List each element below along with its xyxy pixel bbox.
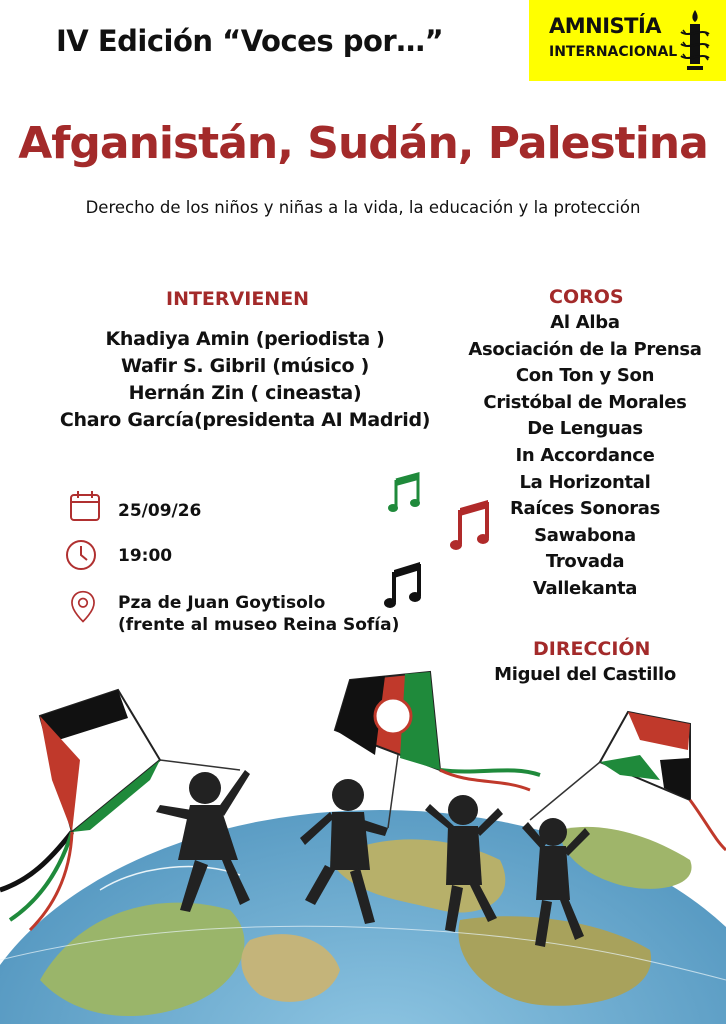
edition-title: IV Edición “Voces por…”: [56, 24, 444, 58]
calendar-icon: [68, 489, 102, 523]
headline: Afganistán, Sudán, Palestina: [18, 118, 708, 169]
candle-barbed-wire-icon: [677, 8, 713, 74]
choir-item: Al Alba: [550, 312, 620, 333]
palestine-kite-right: [600, 712, 726, 850]
choir-item: Sawabona: [534, 524, 636, 546]
location-pin-icon: [66, 590, 100, 624]
subtitle: Derecho de los niños y niñas a la vida, la educación y la protección: [85, 198, 641, 217]
logo-line1: AMNISTÍA: [549, 14, 662, 38]
choir-item: De Lenguas: [527, 418, 643, 440]
director-name: Miguel del Castillo: [494, 664, 676, 685]
choirs-title: COROS: [549, 286, 624, 308]
event-place-line2: (frente al museo Reina Sofía): [118, 615, 400, 635]
choir-item: Trovada: [545, 551, 625, 573]
choir-item: Vallekanta: [532, 577, 638, 599]
music-note-green-icon: [388, 472, 422, 514]
choir-item: In Accordance: [515, 444, 655, 466]
choir-item: La Horizontal: [519, 471, 651, 493]
speaker-item: Hernán Zin ( cineasta): [128, 382, 362, 404]
choir-item: Asociación de la Prensa: [468, 338, 702, 360]
clock-icon: [64, 538, 98, 572]
choirs-list: [450, 310, 720, 603]
logo-line2: INTERNACIONAL: [549, 44, 678, 60]
event-time: 19:00: [118, 546, 173, 566]
speakers-title: INTERVIENEN: [166, 288, 310, 310]
amnesty-logo: [529, 0, 726, 81]
direction-title: DIRECCIÓN: [533, 638, 651, 660]
choir-item: Cristóbal de Morales: [483, 391, 687, 413]
speaker-item: Charo García(presidenta AI Madrid): [59, 409, 431, 431]
music-note-black-icon: [384, 560, 424, 610]
event-date: 25/09/26: [118, 501, 202, 521]
speaker-item: Khadiya Amin (periodista ): [105, 328, 385, 350]
choir-item: Raíces Sonoras: [509, 498, 661, 520]
afghanistan-kite: [335, 672, 540, 790]
children-globe-kites-illustration: [0, 660, 726, 1024]
event-place-line1: Pza de Juan Goytisolo: [118, 593, 326, 613]
speakers-list: [30, 326, 460, 434]
choir-item: Con Ton y Son: [515, 365, 655, 387]
speaker-item: Wafir S. Gibril (músico ): [120, 355, 370, 377]
